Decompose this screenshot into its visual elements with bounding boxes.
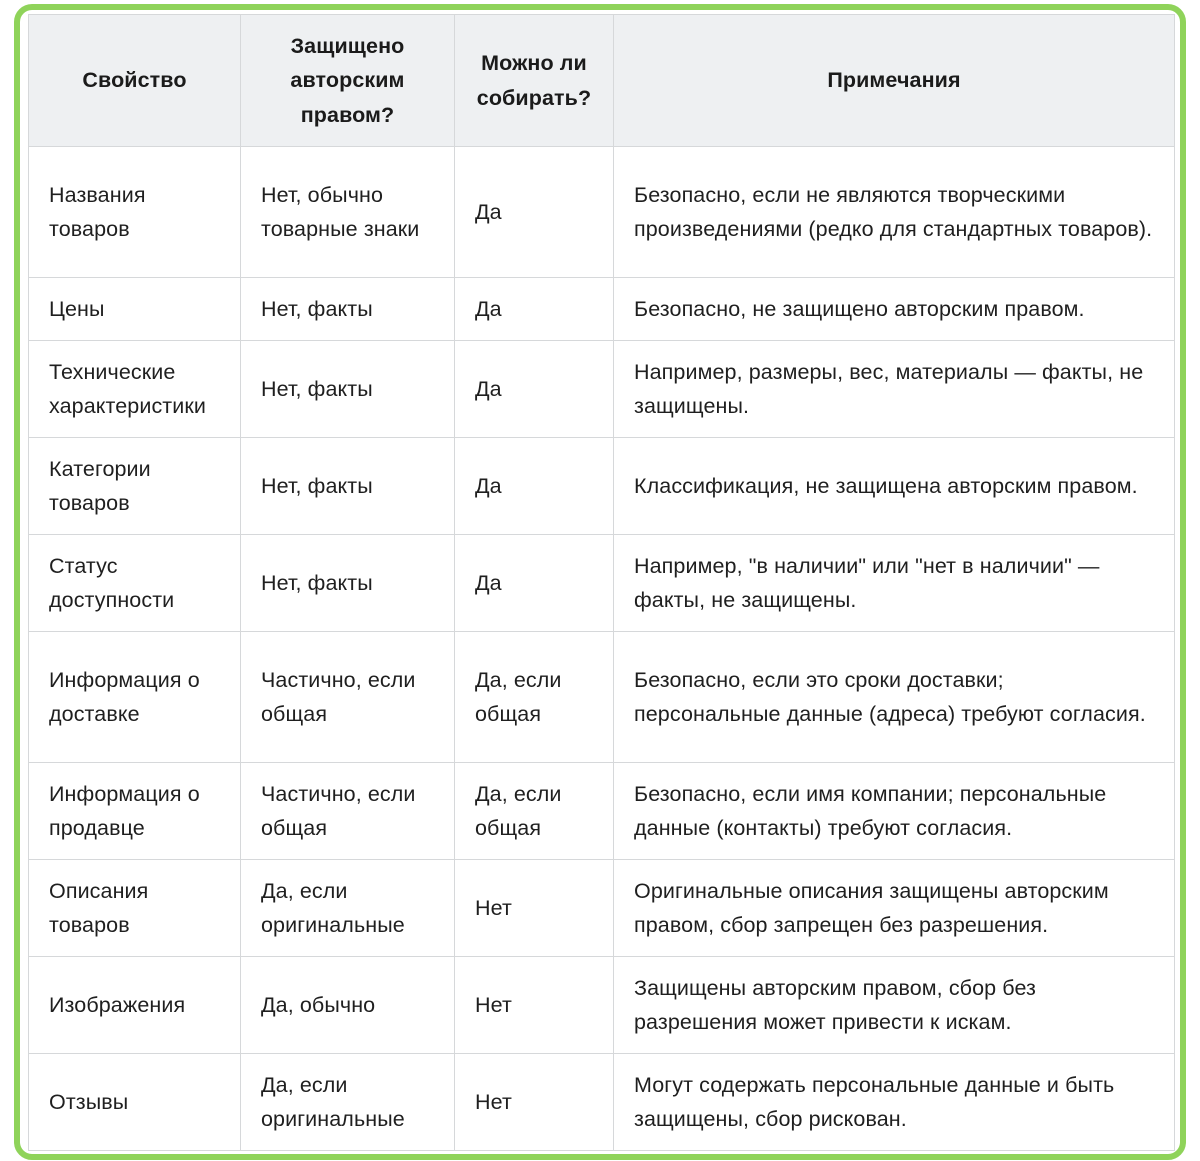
table-row — [29, 763, 1175, 860]
cell-property: Информация о продавце — [29, 763, 241, 860]
cell-notes: Безопасно, если имя компании; персональные данные (контакты) требуют согласия. — [614, 763, 1175, 860]
cell-can-scrape: Да — [455, 147, 614, 278]
cell-notes: Безопасно, если не являются творческими произведениями (редко для стандартных товаров). — [614, 147, 1175, 278]
cell-can-scrape: Да — [455, 278, 614, 341]
cell-can-scrape: Да — [455, 535, 614, 632]
table-row — [29, 1054, 1175, 1151]
table-frame — [14, 4, 1186, 1160]
table-row — [29, 957, 1175, 1054]
cell-copyright: Да, если оригинальные — [241, 860, 455, 957]
cell-property: Названия товаров — [29, 147, 241, 278]
cell-copyright: Да, обычно — [241, 957, 455, 1054]
cell-notes: Например, размеры, вес, материалы — факты, не защищены. — [614, 341, 1175, 438]
header-can-scrape: Можно ли собирать? — [455, 15, 614, 147]
cell-notes: Оригинальные описания защищены авторским правом, сбор запрещен без разрешения. — [614, 860, 1175, 957]
table-container — [28, 14, 1172, 1150]
table-row — [29, 278, 1175, 341]
header-copyright: Защищено авторским правом? — [241, 15, 455, 147]
table-row — [29, 632, 1175, 763]
table-row — [29, 147, 1175, 278]
header-row — [29, 15, 1175, 147]
cell-copyright: Нет, факты — [241, 535, 455, 632]
cell-copyright: Да, если оригинальные — [241, 1054, 455, 1151]
cell-can-scrape: Нет — [455, 1054, 614, 1151]
cell-can-scrape: Нет — [455, 957, 614, 1054]
cell-copyright: Нет, обычно товарные знаки — [241, 147, 455, 278]
cell-property: Категории товаров — [29, 438, 241, 535]
cell-notes: Безопасно, если это сроки доставки; персональные данные (адреса) требуют согласия. — [614, 632, 1175, 763]
cell-copyright: Нет, факты — [241, 278, 455, 341]
cell-property: Цены — [29, 278, 241, 341]
cell-can-scrape: Да — [455, 438, 614, 535]
table-row — [29, 860, 1175, 957]
cell-notes: Могут содержать персональные данные и быть защищены, сбор рискован. — [614, 1054, 1175, 1151]
cell-notes: Защищены авторским правом, сбор без разрешения может привести к искам. — [614, 957, 1175, 1054]
cell-property: Описания товаров — [29, 860, 241, 957]
table-row — [29, 438, 1175, 535]
cell-property: Технические характеристики — [29, 341, 241, 438]
cell-notes: Например, "в наличии" или "нет в наличии" — факты, не защищены. — [614, 535, 1175, 632]
cell-copyright: Частично, если общая — [241, 763, 455, 860]
copyright-table — [28, 14, 1175, 1151]
cell-can-scrape: Да, если общая — [455, 763, 614, 860]
cell-notes: Классификация, не защищена авторским правом. — [614, 438, 1175, 535]
cell-property: Отзывы — [29, 1054, 241, 1151]
cell-copyright: Нет, факты — [241, 341, 455, 438]
header-property: Свойство — [29, 15, 241, 147]
cell-notes: Безопасно, не защищено авторским правом. — [614, 278, 1175, 341]
table-row — [29, 535, 1175, 632]
cell-can-scrape: Нет — [455, 860, 614, 957]
table-row — [29, 341, 1175, 438]
header-notes: Примечания — [614, 15, 1175, 147]
cell-can-scrape: Да — [455, 341, 614, 438]
cell-can-scrape: Да, если общая — [455, 632, 614, 763]
cell-copyright: Частично, если общая — [241, 632, 455, 763]
cell-property: Изображения — [29, 957, 241, 1054]
cell-copyright: Нет, факты — [241, 438, 455, 535]
cell-property: Информация о доставке — [29, 632, 241, 763]
cell-property: Статус доступности — [29, 535, 241, 632]
